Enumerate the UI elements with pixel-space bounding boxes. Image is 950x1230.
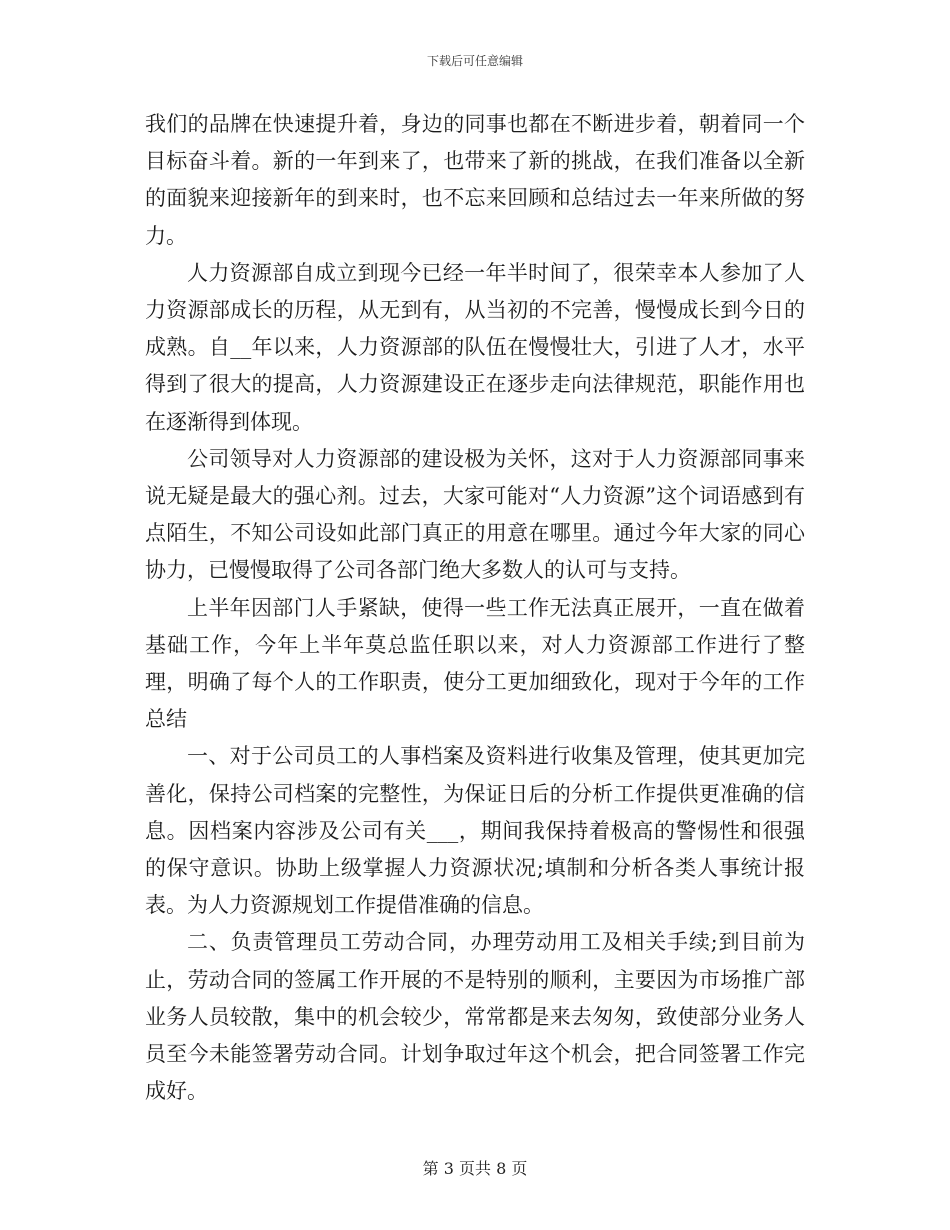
page-header: 下载后可任意编辑 xyxy=(426,54,523,68)
paragraph-intro: 我们的品牌在快速提升着，身边的同事也都在不断进步着，朝着同一个目标奋斗着。新的一年到来了，也带来了新的挑战，在我们准备以全新的面貌来迎接新年的到来时，也不忘来回顾和总结过去一年来所做的努力。 xyxy=(145,112,805,248)
paragraph-hr-history: 人力资源部自成立到现今已经一年半时间了，很荣幸本人参加了人力资源部成长的历程，从无到有，从当初的不完善，慢慢成长到今日的成熟。自__年以来，人力资源部的队伍在慢慢壮大，引进了人才，水平得到了很大的提高，人力资源建设正在逐步走向法律规范，职能作用也在逐渐得到体现。 xyxy=(145,260,805,434)
paragraph-item-two-contracts: 二、负责管理员工劳动合同，办理劳动用工及相关手续;到目前为止，劳动合同的签属工作开展的不是特别的顺利，主要因为市场推广部业务人员较散，集中的机会较少，常常都是来去匆匆，致使部分业务人员至今未能签署劳动合同。计划争取过年这个机会，把合同签署工作完成好。 xyxy=(145,930,805,1104)
paragraph-leadership-support: 公司领导对人力资源部的建设极为关怀，这对于人力资源部同事来说无疑是最大的强心剂。过去，大家可能对“人力资源”这个词语感到有点陌生，不知公司设如此部门真正的用意在哪里。通过今年大家的同心协力，已慢慢取得了公司各部门绝大多数人的认可与支持。 xyxy=(145,446,805,583)
document-body xyxy=(145,106,805,1110)
paragraph-first-half-year: 上半年因部门人手紧缺，使得一些工作无法真正展开，一直在做着基础工作，今年上半年莫总监任职以来，对人力资源部工作进行了整理，明确了每个人的工作职责，使分工更加细致化，现对于今年的工作总结 xyxy=(145,595,805,732)
page-footer-page-number: 第 3 页共 8 页 xyxy=(422,1159,528,1178)
paragraph-item-one-archives: 一、对于公司员工的人事档案及资料进行收集及管理，使其更加完善化，保持公司档案的完整性，为保证日后的分析工作提供更准确的信息。因档案内容涉及公司有关___，期间我保持着极高的警惕性和很强的保守意识。协助上级掌握人力资源状况;填制和分析各类人事统计报表。为人力资源规划工作提借准确的信息。 xyxy=(145,744,805,918)
